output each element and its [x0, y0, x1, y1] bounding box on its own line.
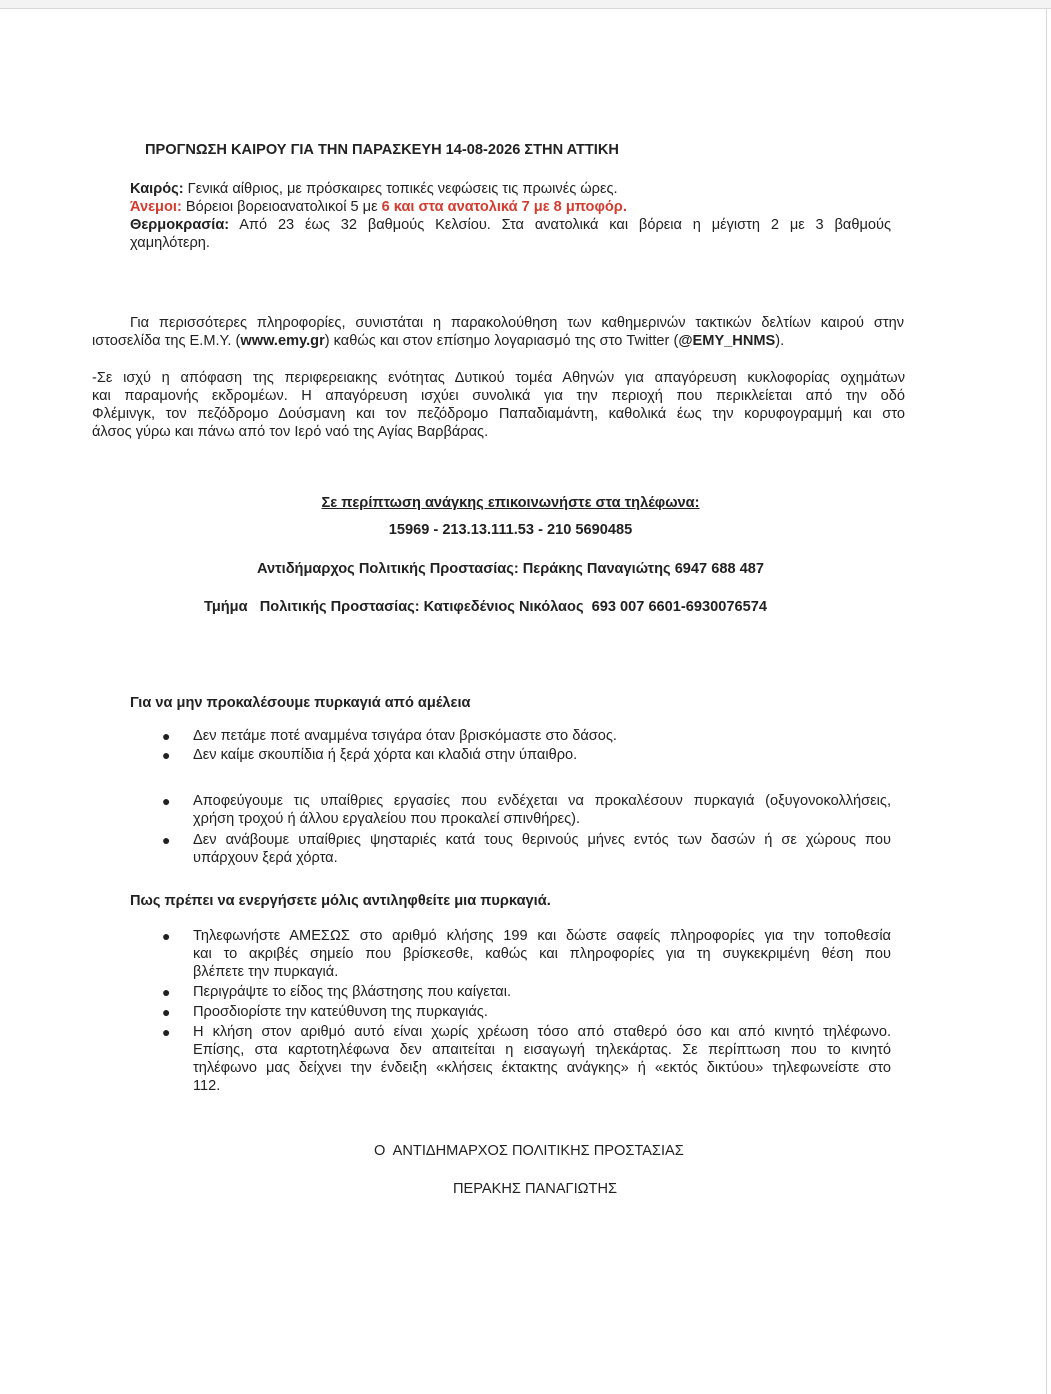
prevention-heading: Για να μην προκαλέσουμε πυρκαγιά από αμέλεια	[130, 695, 471, 711]
emergency-phones: 15969 - 213.13.111.53 - 210 5690485	[388, 522, 633, 538]
action-item-2: Περιγράψτε το είδος της βλάστησης που καίγεται.	[193, 984, 512, 1000]
emergency-heading: Σε περίπτωση ανάγκης επικοινωνήστε στα τηλέφωνα:	[321, 495, 700, 511]
ban-line-4: άλσος γύρω και πάνω από τον Ιερό ναό της Αγίας Βαρβάρας.	[92, 424, 489, 440]
signature-role: Ο ΑΝΤΙΔΗΜΑΡΧΟΣ ΠΟΛΙΤΙΚΗΣ ΠΡΟΣΤΑΣΙΑΣ	[374, 1143, 684, 1159]
winds-label: Άνεμοι:	[130, 199, 182, 215]
action-item-4: Η κλήση στον αριθμό αυτό είναι χωρίς χρέωση τόσο από σταθερό όσο και από κινητό τηλέφωνο.	[193, 1024, 891, 1040]
action-item-1-cont-b: βλέπετε την πυρκαγιά.	[193, 964, 339, 980]
emy-website-link[interactable]: www.emy.gr	[240, 333, 325, 349]
prevention-item-3-cont: χρήση τροχού ή άλλου εργαλείου που προκαλεί σπινθήρες).	[193, 811, 581, 827]
prevention-item-1: Δεν πετάμε ποτέ αναμμένα τσιγάρα όταν βρισκόμαστε στο δάσος.	[193, 728, 617, 744]
prevention-item-2: Δεν καίμε σκουπίδια ή ξερά χόρτα και κλαδιά στην ύπαιθρο.	[193, 747, 578, 763]
action-item-4-cont-b: τηλέφωνο μας δείχνει την ένδειξη «κλήσεις έκτακτης ανάγκης» ή «εκτός δικτύου» τηλεφωνείστε στο	[193, 1060, 891, 1076]
winds-text: Βόρειοι βορειοανατολικοί 5 με	[181, 199, 382, 215]
bullet-icon: ●	[162, 928, 171, 944]
temp-text-1: Από 23 έως 32 βαθμούς Κελσίου. Στα ανατολικά και βόρεια η μέγιστη 2 με 3 βαθμούς	[229, 217, 891, 233]
prevention-item-3: Αποφεύγουμε τις υπαίθριες εργασίες που ενδέχεται να προκαλέσουν πυρκαγιά (οξυγονοκολλήσεις,	[193, 793, 891, 809]
signature-name: ΠΕΡΑΚΗΣ ΠΑΝΑΓΙΩΤΗΣ	[453, 1181, 618, 1197]
prevention-item-4-cont: υπάρχουν ξερά χόρτα.	[193, 850, 338, 866]
bullet-icon: ●	[162, 793, 171, 809]
ban-line-3: Φλέμινγκ, τον πεζόδρομο Δούσμανη και τον πεζόδρομο Παπαδιαμάντη, καθολικά έως την κορυφογραμμή και στο	[92, 406, 905, 422]
forecast-temperature	[130, 216, 891, 234]
winds-highlight: 6 και στα ανατολικά 7 με 8 μποφόρ.	[381, 199, 627, 215]
prevention-item-4: Δεν ανάβουμε υπαίθριες ψησταριές κατά τους θερινούς μήνες εντός των δασών ή σε χώρους που	[193, 832, 891, 848]
bullet-icon: ●	[162, 1024, 171, 1040]
bullet-icon: ●	[162, 984, 171, 1000]
forecast-temperature-cont: χαμηλότερη.	[130, 235, 210, 251]
action-item-4-cont-a: Επίσης, στα καρτοτηλέφωνα δεν απαιτείται η εισαγωγή τηλεκάρτας. Σε περίπτωση που το κινητό	[193, 1042, 891, 1058]
forecast-weather	[130, 180, 618, 198]
weather-text: Γενικά αίθριος, με πρόσκαιρες τοπικές νεφώσεις τις πρωινές ώρες.	[183, 181, 618, 197]
document-title: ΠΡΟΓΝΩΣΗ ΚΑΙΡΟΥ ΓΙΑ ΤΗΝ ΠΑΡΑΣΚΕΥΗ 14-08-2026 ΣΤΗΝ ΑΤΤΙΚΗ	[145, 142, 619, 158]
info-line-2	[92, 332, 784, 350]
bullet-icon: ●	[162, 747, 171, 763]
twitter-handle-link[interactable]: @EMY_HNMS	[678, 333, 776, 349]
civil-protection-department: Τμήμα Πολιτικής Προστασίας: Κατιφεδένιος Νικόλαος 693 007 6601-6930076574	[204, 599, 767, 615]
bullet-icon: ●	[162, 832, 171, 848]
action-item-1: Τηλεφωνήστε ΑΜΕΣΩΣ στο αριθμό κλήσης 199 και δώστε σαφείς πληροφορίες για την τοποθεσία	[193, 928, 891, 944]
action-item-4-cont-c: 112.	[193, 1078, 221, 1094]
bullet-icon: ●	[162, 1004, 171, 1020]
action-item-3: Προσδιορίστε την κατεύθυνση της πυρκαγιάς.	[193, 1004, 488, 1020]
ban-line-2: και παραμονής εκδρομέων. Η απαγόρευση ισχύει συνολικά για την περιοχή που περικλείεται από την οδό	[92, 388, 905, 404]
deputy-mayor-contact: Αντιδήμαρχος Πολιτικής Προστασίας: Περάκης Παναγιώτης 6947 688 487	[257, 561, 764, 577]
ban-line-1: -Σε ισχύ η απόφαση της περιφερειακης ενότητας Δυτικού τομέα Αθηνών για απαγόρευση κυκλοφορίας οχημάτων	[92, 370, 905, 386]
info-text-b: ) καθώς και στον επίσημο λογαριασμό της στο Twitter (	[324, 333, 679, 349]
info-line-1: Για περισσότερες πληροφορίες, συνιστάται η παρακολούθηση των καθημερινών τακτικών δελτίων καιρού στην	[130, 315, 904, 331]
page-right-border	[1046, 8, 1047, 1394]
temp-label: Θερμοκρασία:	[130, 217, 230, 233]
forecast-winds	[130, 198, 627, 216]
info-text-c: ).	[775, 333, 785, 349]
bullet-icon: ●	[162, 728, 171, 744]
action-item-1-cont-a: και το ακριβές σημείο που βρίσκεσθε, καθώς και πληροφορίες για τη συγκεκριμένη θέση που	[193, 946, 891, 962]
action-heading: Πως πρέπει να ενεργήσετε μόλις αντιληφθείτε μια πυρκαγιά.	[130, 893, 551, 909]
weather-label: Καιρός:	[130, 181, 184, 197]
page-top-border	[0, 0, 1051, 9]
info-text-a: ιστοσελίδα της Ε.Μ.Υ. (	[92, 333, 241, 349]
